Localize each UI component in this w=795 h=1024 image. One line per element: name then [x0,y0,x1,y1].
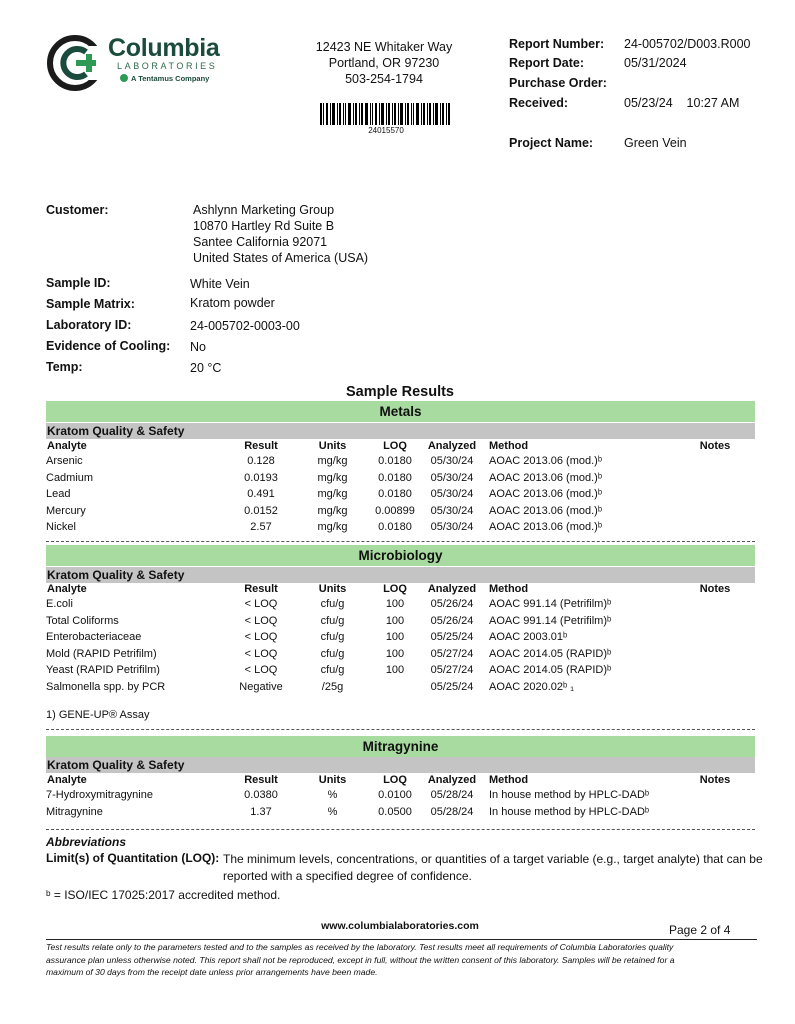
logo-sub: LABORATORIES [117,61,218,71]
column-header-notes: Notes [699,440,731,452]
divider [46,541,755,542]
cell-analyte: Yeast (RAPID Petrifilm) [46,664,160,677]
divider [46,829,755,830]
table-row [0,664,795,680]
cell-loq: 0.00899 [375,504,415,517]
loq-label: Limit(s) of Quantitation (LOQ): [46,851,220,865]
project-name-label: Project Name: [509,136,594,150]
cell-method: AOAC 2020.02ᵇ ₁ [489,681,574,693]
loq-text-line: The minimum levels, concentrations, or quantities of a target variable (e.g., target analyte) that can be [223,852,763,866]
logo-brand: Columbia [108,34,220,62]
company-logo [46,34,236,92]
cell-units: mg/kg [317,521,348,534]
cell-analyzed: 05/27/24 [430,647,474,660]
column-header-notes: Notes [699,583,731,595]
results-title: Sample Results [346,384,454,400]
table-row [0,455,795,471]
table-row [0,806,795,822]
footnote: 1) GENE-UP® Assay [46,709,150,721]
cell-analyzed: 05/25/24 [430,681,474,693]
cell-units: mg/kg [317,455,348,467]
column-header-units: Units [318,440,347,452]
customer-line: Ashlynn Marketing Group [193,203,335,217]
disclaimer-line: assurance plan unless otherwise noted. This report shall not be reproduced, except in full, without the written consent of this laboratory. Samples will be retained for a [46,954,675,965]
cell-analyte: Salmonella spp. by PCR [46,681,166,693]
cell-analyzed: 05/26/24 [430,614,474,627]
cell-result: 0.0193 [244,471,278,484]
cell-method: In house method by HPLC-DADᵇ [489,789,650,801]
cell-result: 0.491 [247,488,275,501]
cell-units: cfu/g [320,614,345,627]
table-row [0,598,795,614]
cell-loq: 100 [385,647,405,660]
column-header-analyzed: Analyzed [427,440,477,452]
column-header-units: Units [318,774,347,786]
table-row [0,789,795,805]
logo-mark-icon [46,34,106,92]
column-header-units: Units [318,583,347,595]
cell-analyzed: 05/27/24 [430,664,474,677]
table-row [0,648,795,664]
cell-analyzed: 05/30/24 [430,455,474,467]
cell-result: Negative [239,681,283,693]
cell-result: 1.37 [250,805,272,818]
cell-method: AOAC 2013.06 (mod.)ᵇ [489,521,602,534]
cell-units: % [327,805,338,818]
cell-method: AOAC 2013.06 (mod.)ᵇ [489,488,602,501]
cell-result: 0.128 [247,455,275,467]
cell-method: AOAC 991.14 (Petrifilm)ᵇ [489,598,612,610]
barcode [320,103,452,133]
received-label: Received: [509,96,569,110]
table-row [0,488,795,504]
cell-loq: 0.0500 [378,805,412,818]
table-row [0,505,795,521]
report-number-label: Report Number: [509,37,605,51]
cooling: No [190,340,206,354]
laboratory-id-label: Laboratory ID: [46,318,132,332]
divider [46,729,755,730]
column-header-analyte: Analyte [47,440,87,452]
cell-analyte: Arsenic [46,455,83,467]
laboratory-id: 24-005702-0003-00 [190,319,300,333]
cell-units: cfu/g [320,664,345,677]
cell-analyte: Enterobacteriaceae [46,631,142,644]
sample-id-label: Sample ID: [46,276,111,290]
cell-analyte: Mercury [46,504,86,517]
logo-tagline: A Tentamus Company [120,74,209,83]
cell-method: AOAC 2013.06 (mod.)ᵇ [489,471,602,484]
cell-result: 0.0380 [244,789,278,801]
cell-result: 0.0152 [244,504,278,517]
cooling-label: Evidence of Cooling: [46,339,171,353]
disclaimer [46,941,761,979]
address-line1: 12423 NE Whitaker Way [315,40,453,54]
cell-result: < LOQ [244,664,278,677]
loq-text [223,851,763,885]
cell-analyzed: 05/30/24 [430,504,474,517]
results-table [0,774,795,824]
cell-analyzed: 05/30/24 [430,488,474,501]
cell-result: < LOQ [244,647,278,660]
temp-label: Temp: [46,360,83,374]
cell-loq: 100 [385,664,405,677]
tentamus-icon [120,74,128,82]
customer-address [193,202,368,266]
cell-analyte: Mold (RAPID Petrifilm) [46,647,157,660]
website[interactable]: www.columbialaboratories.com [321,920,479,932]
cell-units: mg/kg [317,488,348,501]
cell-loq: 100 [385,614,405,627]
section-title-metals: Metals [46,401,755,422]
cell-method: AOAC 2003.01ᵇ [489,631,568,644]
cell-analyte: E.coli [46,598,73,610]
cell-analyzed: 05/30/24 [430,471,474,484]
cell-loq: 0.0100 [378,789,412,801]
cell-method: AOAC 2014.05 (RAPID)ᵇ [489,664,612,677]
column-header-notes: Notes [699,774,731,786]
cell-analyzed: 05/28/24 [430,789,474,801]
sample-matrix-label: Sample Matrix: [46,297,135,311]
cell-method: AOAC 2013.06 (mod.)ᵇ [489,504,602,517]
report-number: 24-005702/D003.R000 [624,37,751,51]
project-name: Green Vein [624,136,687,150]
report-date: 05/31/2024 [624,56,687,70]
barcode-icon [320,103,452,127]
cell-analyte: Mitragynine [46,805,103,818]
customer-line: 10870 Hartley Rd Suite B [193,219,335,233]
cell-analyte: Total Coliforms [46,614,119,627]
column-header-analyzed: Analyzed [427,583,477,595]
cell-units: cfu/g [320,598,345,610]
iso-note: ᵇ = ISO/IEC 17025:2017 accredited method. [46,888,281,902]
cell-analyzed: 05/26/24 [430,598,474,610]
cell-method: In house method by HPLC-DADᵇ [489,805,650,818]
table-row [0,615,795,631]
footer-rule [46,939,757,940]
column-header-analyte: Analyte [47,583,87,595]
cell-loq: 100 [385,631,405,644]
column-header-method: Method [489,774,529,786]
cell-units: mg/kg [317,471,348,484]
section-group: Kratom Quality & Safety [46,423,755,439]
purchase-order-label: Purchase Order: [509,76,607,90]
column-header-loq: LOQ [383,440,407,452]
section-title-microbiology: Microbiology [46,545,755,566]
cell-result: < LOQ [244,631,278,644]
cell-loq: 0.0180 [378,455,412,467]
cell-result: 2.57 [250,521,272,534]
page-number: Page 2 of 4 [669,923,731,937]
cell-units: % [327,789,338,801]
results-table [0,583,795,703]
cell-analyte: Lead [46,488,71,501]
section-group: Kratom Quality & Safety [46,567,755,583]
abbreviations-title: Abbreviations [46,835,127,849]
customer-line: United States of America (USA) [193,251,369,265]
cell-analyzed: 05/30/24 [430,521,474,534]
column-header-loq: LOQ [383,583,407,595]
column-header-loq: LOQ [383,774,407,786]
cell-result: < LOQ [244,598,278,610]
disclaimer-line: Test results relate only to the parameters tested and to the samples as received by the laboratory. Test results meet all requirements of Columbia Laboratories quality [46,942,674,952]
cell-loq: 0.0180 [378,521,412,534]
cell-loq: 0.0180 [378,471,412,484]
cell-units: cfu/g [320,631,345,644]
cell-method: AOAC 991.14 (Petrifilm)ᵇ [489,614,612,627]
results-table [0,440,795,540]
cell-method: AOAC 2014.05 (RAPID)ᵇ [489,647,612,660]
column-header-method: Method [489,440,529,452]
column-header-method: Method [489,583,529,595]
table-row [0,631,795,647]
column-header-analyte: Analyte [47,774,87,786]
cell-analyte: Nickel [46,521,76,534]
table-row [0,472,795,488]
address-phone: 503-254-1794 [345,72,423,86]
table-row [0,681,795,697]
cell-units: /25g [321,681,344,693]
section-title-mitragynine: Mitragynine [46,736,755,757]
report-date-label: Report Date: [509,56,585,70]
cell-analyzed: 05/25/24 [430,631,474,644]
column-header-result: Result [244,583,278,595]
column-header-analyzed: Analyzed [427,774,477,786]
column-header-result: Result [244,774,278,786]
customer-line: Santee California 92071 [193,235,328,249]
cell-units: cfu/g [320,647,345,660]
table-row [0,521,795,537]
sample-matrix: Kratom powder [190,296,275,310]
cell-analyte: Cadmium [46,471,94,484]
temp: 20 °C [190,361,222,375]
cell-loq: 0.0180 [378,488,412,501]
barcode-text: 24015570 [368,126,404,133]
lab-address [284,39,484,87]
cell-units: mg/kg [317,504,348,517]
cell-method: AOAC 2013.06 (mod.)ᵇ [489,455,602,467]
address-line2: Portland, OR 97230 [328,56,440,70]
sample-id: White Vein [190,277,250,291]
received: 05/23/24 10:27 AM [624,96,740,110]
customer-label: Customer: [46,203,109,217]
loq-text-line: reported with a specified degree of confidence. [223,869,472,883]
column-header-result: Result [244,440,278,452]
cell-loq: 100 [385,598,405,610]
cell-result: < LOQ [244,614,278,627]
section-group: Kratom Quality & Safety [46,757,755,773]
disclaimer-line: maximum of 30 days from the receipt date unless prior arrangements have been made. [46,967,378,977]
cell-analyzed: 05/28/24 [430,805,474,818]
cell-analyte: 7-Hydroxymitragynine [46,789,153,801]
